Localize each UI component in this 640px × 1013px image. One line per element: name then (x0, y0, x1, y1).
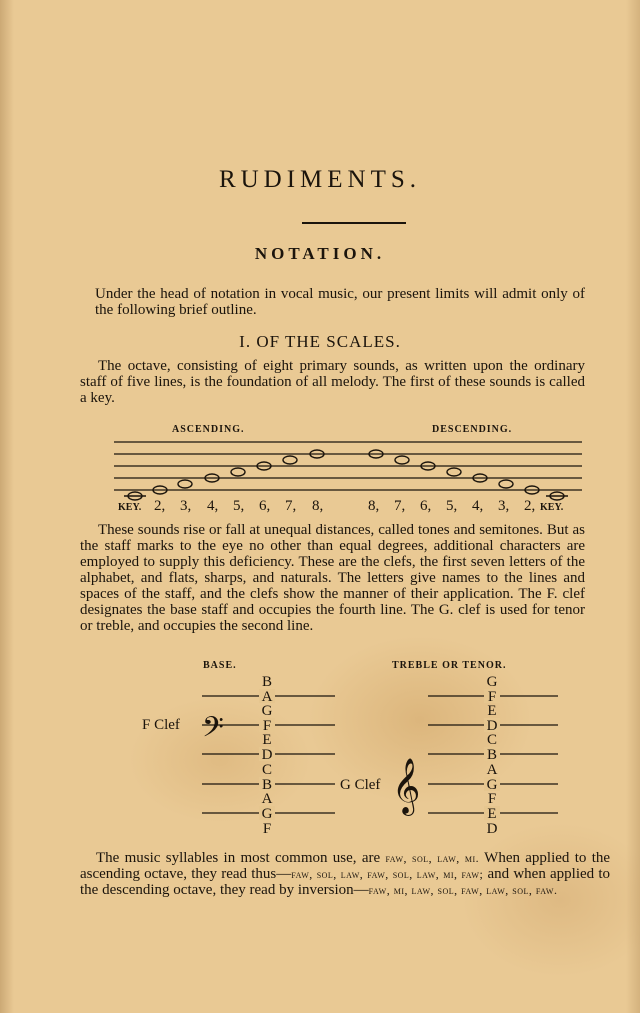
clefs-paragraph: These sounds rise or fall at unequal distances, called tones and semitones. But as the staff marks to the eye no other than equal degrees, additional characters are employed to supply this deficiency. These are the clefs, the first seven letters of the alphabet, and flats, sharps, and naturals. The letters give names to the lines and spaces of the staff, and the clefs show the manner of their application. The F. clef designates the base staff and occupies the fourth line. The G. clef is used for tenor or treble, and occupies the second line. (80, 522, 585, 634)
degree-number: KEY. (118, 502, 142, 513)
treble-letter: G (486, 674, 498, 690)
degree-number: 8, (368, 498, 380, 514)
syllables-small-caps: faw, sol, law, mi. (385, 851, 480, 865)
base-letter: B (261, 674, 273, 690)
syllables-small-caps: faw, mi, law, sol, faw, law, sol, faw. (368, 883, 558, 897)
base-letter: G (261, 703, 273, 719)
base-letter: D (261, 747, 273, 763)
degree-number: 3, (180, 498, 192, 514)
degree-number: 4, (207, 498, 219, 514)
base-letter: E (262, 732, 272, 748)
scale-staff-figure (100, 418, 600, 518)
scale-notes (124, 450, 568, 500)
syllables-text: and when applied to the descending octave, they read by inversion— (80, 866, 610, 898)
g-clef-label: G Clef (340, 777, 381, 793)
degree-number: 8, (312, 498, 324, 514)
degree-number: 6, (420, 498, 432, 514)
treble-letter: E (487, 703, 497, 719)
descending-label: DESCENDING. (432, 424, 513, 435)
treble-letter: A (486, 762, 498, 778)
degree-number: 7, (285, 498, 297, 514)
base-letter: G (261, 806, 273, 822)
intro-paragraph: Under the head of notation in vocal music, our present limits will admit only of the following brief outline. (95, 286, 585, 318)
treble-letter: D (486, 821, 498, 837)
syllables-text: When applied to the ascending octave, they read thus— (80, 850, 611, 882)
note-3-descending (499, 480, 513, 488)
base-letter: A (261, 791, 273, 807)
degree-number: KEY. (540, 502, 564, 513)
note-5-ascending (231, 468, 245, 476)
ascending-label: ASCENDING. (172, 424, 245, 435)
note-5-descending (447, 468, 461, 476)
section-title: NOTATION. (254, 244, 386, 263)
treble-letter: E (487, 806, 497, 822)
degree-number: 7, (394, 498, 406, 514)
g-clef-icon: 𝄞 (392, 760, 421, 813)
syllables-text: The music syllables in most common use, are (96, 850, 386, 866)
f-clef-icon: 𝄢 (202, 713, 224, 750)
treble-letter: G (486, 777, 498, 793)
base-letter: F (262, 718, 272, 734)
degree-number: 5, (446, 498, 458, 514)
f-clef-label: F Clef (142, 717, 180, 733)
degree-number: 3, (498, 498, 510, 514)
treble-letter: F (487, 689, 497, 705)
base-letter: A (261, 689, 273, 705)
syllables-small-caps: faw, sol, law, faw, sol, law, mi, faw; (291, 867, 484, 881)
degree-number: 6, (259, 498, 271, 514)
treble-letter: C (486, 732, 498, 748)
note-7-ascending (283, 456, 297, 464)
treble-label: TREBLE OR TENOR. (392, 660, 507, 671)
base-letter: F (262, 821, 272, 837)
ascending-degree-numbers (118, 498, 323, 514)
base-letter: C (261, 762, 273, 778)
descending-degree-numbers (368, 498, 564, 514)
degree-number: 2, (524, 498, 536, 514)
treble-letter: F (487, 791, 497, 807)
note-7-descending (395, 456, 409, 464)
treble-letter: D (486, 718, 498, 734)
scales-paragraph: The octave, consisting of eight primary sounds, as written upon the ordinary staff of five lines, is the foundation of all melody. The first of these sounds is called a key. (80, 358, 585, 406)
note-3-ascending (178, 480, 192, 488)
five-line-staff (114, 442, 582, 490)
clef-figure (130, 656, 580, 840)
page-title: RUDIMENTS. (218, 166, 422, 193)
degree-number: 2, (154, 498, 166, 514)
base-letters (259, 674, 275, 837)
syllables-paragraph (80, 850, 610, 898)
degree-number: 5, (233, 498, 245, 514)
title-rule (302, 222, 406, 224)
base-label: BASE. (203, 660, 237, 671)
treble-letters (484, 674, 500, 837)
base-letter: B (261, 777, 273, 793)
scales-heading: I. OF THE SCALES. (239, 332, 401, 351)
degree-number: 4, (472, 498, 484, 514)
treble-letter: B (486, 747, 498, 763)
